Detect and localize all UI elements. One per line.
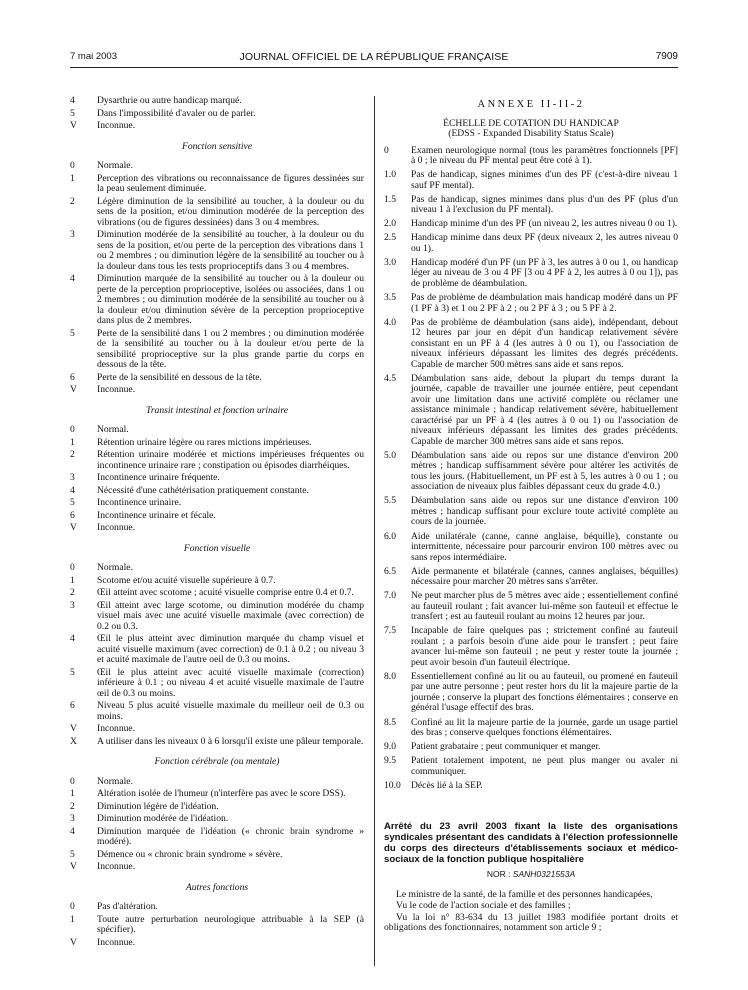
list-item: [70, 814, 364, 825]
item-level: 0: [70, 901, 75, 912]
item-text: Démence ou « chronic brain syndrome » sévère.: [97, 848, 283, 860]
list-item: [70, 789, 364, 800]
list-item: [384, 781, 678, 792]
item-level: 1: [70, 172, 75, 184]
list-item: [384, 233, 678, 254]
item-level: 6: [70, 371, 75, 383]
item-level: 3.0: [384, 256, 396, 268]
item-text: Diminution modérée de l'idéation.: [97, 813, 229, 824]
item-level: X: [70, 735, 77, 747]
scale-title: ÉCHELLE DE COTATION DU HANDICAP: [443, 117, 619, 129]
item-level: 0: [70, 562, 75, 573]
item-text: Handicap minime d'un des PF (un niveau 2, les autres niveau 0 ou 1).: [411, 218, 678, 230]
item-text: Pas de problème de déambulation (sans aide), indépendant, debout 12 heures par jour en dépit d'un handicap relativement sévère consistant en un PF à 4 (les autres à 0 ou 1), ou l'association de niveaux inférieurs dépassant les limites des degrés précédents. Capable de marcher 500 mètres sans aide et sans repos.: [411, 316, 678, 370]
section-title: Fonction sensitive: [181, 140, 253, 152]
list-item: [70, 588, 364, 599]
item-text: Pas d'altération.: [97, 901, 158, 912]
list-item: [70, 902, 364, 913]
item-text: Inconnue.: [97, 522, 136, 533]
decree-body: [384, 890, 678, 934]
list-item: [70, 601, 364, 633]
item-text: Diminution marquée de la sensibilité au toucher ou à la douleur ou perte de la perception proprioceptive, isolées ou associées, dans 1 ou 2 membres ; ou diminution modérée de la sensibilité au toucher ou à la douleur et/ou diminution sévère de la perception proprioceptive dans plus de 2 membres.: [97, 273, 364, 326]
item-text: Rétention urinaire modérée et mictions impérieuses fréquentes ou incontinence urinaire rare ; constipation ou épisodes diarrhéiques.: [97, 449, 364, 471]
list-item: [70, 724, 364, 735]
item-level: V: [70, 522, 77, 533]
item-text: Nécessité d'une cathétérisation pratiquement constante.: [97, 484, 309, 496]
item-text: Inconnue.: [97, 861, 136, 872]
item-text: Incontinence urinaire et fécale.: [97, 509, 216, 521]
item-text: Incontinence urinaire fréquente.: [97, 472, 220, 483]
item-text: Perte de la sensibilité en dessous de la tête.: [97, 371, 262, 383]
right-column: [384, 96, 678, 935]
header-rule: [70, 67, 678, 68]
list-item: [70, 473, 364, 484]
list-item: [70, 523, 364, 534]
item-text: Handicap minime dans deux PF (deux niveaux 2, les autres niveau 0 ou 1).: [411, 232, 678, 254]
list-item: [70, 121, 364, 132]
annexe-heading: ANNEXE II-II-2: [477, 99, 585, 110]
list-item: [70, 438, 364, 449]
item-text: Déambulation sans aide ou repos sur une distance d'environ 200 mètres ; handicap suffisamment sévère pour altérer les activités de tous les jours. (Habituellement, un PF est à 5, les autres à 0 ou 1 ; ou association de niveaux plus faibles dépassant ceux du grade 4.0.): [411, 449, 678, 493]
item-level: 2: [70, 800, 75, 812]
list-item: [70, 486, 364, 497]
item-text: Déambulation sans aide ou repos sur une distance d'environ 100 mètres ; handicap suffisant pour exclure toute activité complète au cours de la journée.: [411, 495, 678, 528]
left-column: [70, 96, 364, 950]
item-level: 9.5: [384, 755, 396, 767]
list-item: [384, 451, 678, 493]
list-item: [70, 777, 364, 788]
list-item: [70, 329, 364, 371]
item-text: Patient totalement impotent, ne peut plus manger ou avaler ni communiquer.: [411, 755, 678, 777]
item-text: Normale.: [97, 775, 133, 787]
item-text: Essentiellement confiné au lit ou au fauteuil, ou promené en fauteuil par une autre personne ; peut rester hors du lit la majeure partie de la journée ; conserve la plupart des fonctions élémentaires ; conserve en général l'usage effectif des bras.: [411, 670, 678, 714]
item-level: 4.0: [384, 316, 396, 328]
list-item: [384, 567, 678, 588]
item-level: 0: [70, 424, 75, 435]
list-item: [70, 161, 364, 172]
list-item: [70, 197, 364, 229]
nor-label: NOR :: [486, 869, 513, 880]
item-text: Œil atteint avec scotome ; acuité visuelle comprise entre 0.4 et 0.7.: [97, 587, 354, 598]
item-text: Toute autre perturbation neurologique attribuable à la SEP (à spécifier).: [97, 913, 364, 935]
list-item: [70, 174, 364, 195]
item-text: Ne peut marcher plus de 5 mètres avec aide ; essentiellement confiné au fauteuil roulant ; fait avancer lui-même son fauteuil et effectue le transfert ; est au fauteuil roulant au moins 12 heures par jour.: [411, 590, 678, 623]
item-text: A utiliser dans les niveaux 0 à 6 lorsqu'il existe une pâleur temporale.: [97, 735, 364, 747]
item-level: 4: [70, 273, 75, 284]
item-text: Examen neurologique normal (tous les paramètres fonctionnels [PF] à 0 ; le niveau du PF mental peut être coté à 1).: [411, 144, 678, 166]
list-item: [70, 802, 364, 813]
item-text: Diminution marquée de l'idéation (« chronic brain syndrome » modéré).: [97, 825, 364, 847]
item-text: Inconnue.: [97, 384, 136, 395]
item-text: Patient grabataire ; peut communiquer et manger.: [411, 741, 601, 753]
item-level: 2: [70, 449, 75, 460]
item-level: 5: [70, 327, 75, 339]
item-level: 2.5: [384, 232, 396, 244]
item-level: 5: [70, 848, 75, 860]
item-level: 5: [70, 107, 75, 119]
item-level: 3: [70, 472, 75, 483]
list-item: [384, 195, 678, 216]
list-item: [70, 373, 364, 384]
item-text: Décès lié à la SEP.: [411, 779, 483, 791]
item-text: Inconnue.: [97, 723, 136, 734]
section-title: Fonction cérébrale (ou mentale): [154, 756, 280, 767]
item-level: 6: [70, 509, 75, 521]
list-item: [384, 318, 678, 371]
item-level: 0: [70, 160, 75, 171]
item-text: Aide unilatérale (canne, canne anglaise, béquille), constante ou intermittente, nécessaire pour parcourir environ 100 mètres avec ou sans repos intermédiaire.: [411, 530, 678, 563]
item-text: Dysarthrie ou autre handicap marqué.: [97, 95, 242, 106]
item-level: 1: [70, 913, 75, 925]
list-item: [70, 827, 364, 848]
section-title: Fonction visuelle: [183, 542, 251, 554]
list-item: [384, 591, 678, 623]
item-level: V: [70, 861, 77, 872]
paragraph: Vu la loi n° 83-634 du 13 juillet 1983 modifiée portant droits et obligations des fonctionnaires, notamment son article 9 ;: [384, 911, 678, 934]
list-item: [384, 258, 678, 290]
item-level: 1: [70, 788, 75, 799]
item-text: Incapable de faire quelques pas ; strictement confiné au fauteuil roulant ; a parfois besoin d'une aide pour le transfert ; peut faire avancer lui-même son fauteuil ; ne peut y rester toute la journée ; peut avoir besoin d'un fauteuil électrique.: [411, 625, 678, 668]
list-item: [70, 634, 364, 666]
item-text: Perte de la sensibilité dans 1 ou 2 membres ; ou diminution modérée de la sensibilité au toucher ou à la douleur et/ou perte de la sensibilité proprioceptive sur la plus grande partie du corps en dessous de la tête.: [97, 327, 364, 370]
item-level: 6.0: [384, 530, 396, 542]
item-text: Scotome et/ou acuité visuelle supérieure à 0.7.: [97, 574, 276, 586]
list-item: [384, 219, 678, 230]
list-item: [70, 850, 364, 861]
item-level: 7.5: [384, 625, 396, 637]
item-level: 10.0: [384, 779, 401, 791]
item-level: 4: [70, 95, 75, 106]
item-level: 4: [70, 633, 75, 644]
list-item: [384, 756, 678, 777]
item-level: 2.0: [384, 218, 396, 230]
item-level: 4: [70, 825, 75, 837]
item-level: 7.0: [384, 590, 396, 602]
item-text: Perception des vibrations ou reconnaissance de figures dessinées sur la peau seulement diminuée.: [97, 172, 364, 194]
item-level: 5.0: [384, 449, 396, 461]
item-text: Normale.: [97, 562, 133, 573]
item-level: 4.5: [384, 372, 396, 384]
edss-list: [384, 146, 678, 792]
arrete-title: Arrêté du 23 avril 2003 fixant la liste des organisations syndicales présentant des candidats à l'élection professionnelle du corps des directeurs d'établissements sociaux et médico-sociaux de la fonction publique hospitalière: [384, 821, 678, 866]
item-text: Normal.: [97, 424, 129, 435]
item-text: Niveau 5 plus acuité visuelle maximale du meilleur oeil de 0.3 ou moins.: [97, 700, 364, 722]
list-item: [70, 563, 364, 574]
list-item: [70, 498, 364, 509]
item-text: Inconnue.: [97, 120, 136, 131]
item-text: Normale.: [97, 160, 133, 171]
item-level: 1: [70, 574, 75, 586]
item-text: Pas de handicap, signes minimes dans plus d'un des PF (plus d'un niveau 1 à l'exclusion du PF mental).: [411, 193, 678, 216]
list-item: [384, 718, 678, 739]
item-text: Pas de handicap, signes minimes d'un des PF (c'est-à-dire niveau 1 sauf PF mental).: [411, 169, 678, 191]
list-item: [70, 450, 364, 471]
item-text: Légère diminution de la sensibilité au toucher, à la douleur ou du sens de la position, et/ou diminution modérée de la perception des vibrations (ou de figures dessinées) dans 3 ou 4 membres.: [97, 195, 364, 228]
list-item: [70, 385, 364, 396]
list-item: [70, 109, 364, 120]
item-text: Pas de problème de déambulation mais handicap modéré dans un PF (1 PF à 3) et 1 ou 2 PF à 2 ; ou 2 PF à 3 ; ou 5 PF à 2.: [411, 292, 678, 314]
item-level: 6.5: [384, 565, 396, 577]
item-level: V: [70, 120, 77, 131]
item-level: 8.0: [384, 670, 396, 682]
item-level: 3.5: [384, 292, 396, 304]
item-level: V: [70, 384, 77, 395]
item-text: Dans l'impossibilité d'avaler ou de parler.: [97, 107, 256, 119]
list-item: [384, 626, 678, 668]
list-item: [70, 668, 364, 700]
list-item: [70, 938, 364, 949]
list-item: [384, 672, 678, 714]
item-level: 1: [70, 436, 75, 448]
list-item: [384, 374, 678, 448]
item-level: 3: [70, 813, 75, 824]
list-item: [384, 496, 678, 528]
item-level: 1.0: [384, 169, 396, 181]
item-level: 3: [70, 229, 75, 240]
item-level: 9.0: [384, 741, 396, 753]
list-item: [384, 146, 678, 167]
list-item: [70, 862, 364, 873]
item-text: Confiné au lit la majeure partie de la journée, garde un usage partiel des bras ; conserve quelques fonctions élémentaires.: [411, 716, 678, 738]
list-item: [70, 96, 364, 107]
list-item: [70, 737, 364, 748]
list-item: [70, 230, 364, 272]
item-level: V: [70, 936, 77, 948]
item-level: 5: [70, 666, 75, 678]
item-text: Incontinence urinaire.: [97, 497, 182, 508]
item-level: V: [70, 723, 77, 734]
nor-reference: [384, 869, 678, 880]
section-title: Autres fonctions: [185, 881, 249, 893]
list-item: [70, 425, 364, 436]
item-level: 0: [70, 775, 75, 787]
header-journal-title: JOURNAL OFFICIEL DE LA RÉPUBLIQUE FRANÇAISE: [239, 51, 509, 63]
item-text: Aide permanente et bilatérale (cannes, cannes anglaises, béquilles) nécessaire pour marcher 20 mètres sans s'arrêter.: [411, 565, 678, 588]
item-level: 5: [70, 497, 75, 508]
item-level: 2: [70, 195, 75, 207]
item-level: 2: [70, 587, 75, 598]
list-item: [70, 576, 364, 587]
list-item: [384, 293, 678, 314]
section-title: Transit intestinal et fonction urinaire: [146, 404, 288, 416]
list-item: [384, 742, 678, 753]
item-level: 3: [70, 599, 75, 611]
item-level: 4: [70, 484, 75, 496]
list-item: [384, 532, 678, 564]
list-item: [70, 915, 364, 936]
item-text: Œil le plus atteint avec acuité visuelle maximale (correction) inférieure à 0.1 ; ou niveau 4 et acuité visuelle maximale de l'autre œil de 0.3 ou moins.: [97, 666, 364, 699]
nor-code: SANH0321553A: [512, 869, 576, 880]
item-text: Déambulation sans aide, debout la plupart du temps durant la journée, capable de travailler une journée entière, peut cependant avoir une limitation dans une activité complète ou réclamer une assistance minimale ; handicap relativement sévère, habituellement caractérisé par un PF à 4 (les autres à 0 ou 1) ou l'association de niveaux inférieurs dépassant les limites des grades précédents. Capable de marcher 300 mètres sans aide et sans repos.: [411, 372, 678, 447]
list-item: [384, 170, 678, 191]
item-text: Altération isolée de l'humeur (n'interfère pas avec le score DSS).: [97, 788, 346, 799]
item-level: 8.5: [384, 716, 396, 728]
item-level: 6: [70, 700, 75, 711]
item-text: Diminution légère de l'idéation.: [97, 800, 219, 812]
list-item: [70, 701, 364, 722]
item-text: Handicap modéré d'un PF (un PF à 3, les autres à 0 ou 1, ou handicap léger au niveau de 3 ou 4 PF [3 ou 4 PF à 2, les autres à 0 ou 1]), pas de problème de déambulation.: [411, 256, 678, 289]
item-level: 0: [384, 144, 389, 156]
list-item: [70, 511, 364, 522]
list-item: [70, 274, 364, 327]
item-text: Inconnue.: [97, 936, 136, 948]
item-level: 5.5: [384, 495, 396, 507]
header-page-number: 7909: [655, 51, 678, 62]
item-text: Œil atteint avec large scotome, ou diminution modérée du champ visuel mais avec une acuité visuelle maximale (avec correction) de 0.2 ou 0.3.: [97, 599, 364, 632]
item-text: Diminution modérée de la sensibilité au toucher, à la douleur ou du sens de la position, et/ou perte de la perception des vibrations dans 1 ou 2 membres ; ou diminution légère de la sensibilité au toucher ou à la douleur dans tous les tests proprioceptifs dans 3 ou 4 membres.: [97, 229, 364, 272]
header-date: 7 mai 2003: [70, 51, 118, 62]
item-text: Rétention urinaire légère ou rares mictions impérieuses.: [97, 436, 312, 448]
paragraph: Le ministre de la santé, de la famille et des personnes handicapées,: [396, 888, 653, 900]
scale-subtitle: (EDSS - Expanded Disability Status Scale): [448, 128, 614, 139]
item-level: 1.5: [384, 193, 396, 205]
item-text: Œil le plus atteint avec diminution marquée du champ visuel et acuité visuelle maximum (avec correction) de 0.1 à 0.2 ; ou niveau 3 et acuité maximale de l'autre oeil de 0.3 ou moins.: [97, 633, 364, 665]
column-divider: [374, 96, 375, 966]
page-header: [70, 51, 678, 65]
paragraph: Vu le code de l'action sociale et des familles ;: [396, 900, 571, 912]
